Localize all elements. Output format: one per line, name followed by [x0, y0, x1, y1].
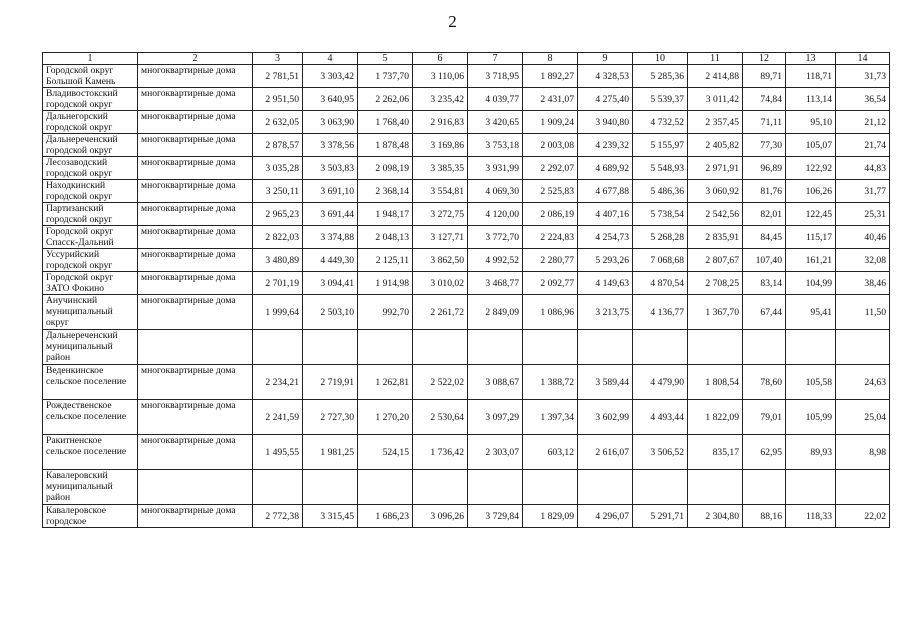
value-cell: 1 270,20	[358, 400, 413, 435]
value-cell: 524,15	[358, 435, 413, 470]
value-cell: 113,14	[786, 88, 836, 111]
value-cell: 2 092,77	[523, 272, 578, 295]
value-cell: 4 039,77	[468, 88, 523, 111]
value-cell: 4 992,52	[468, 249, 523, 272]
municipality-name: Анучинский муниципальный округ	[43, 295, 138, 330]
value-cell: 3 468,77	[468, 272, 523, 295]
value-cell: 24,63	[836, 365, 890, 400]
value-cell: 1 829,09	[523, 505, 578, 528]
value-cell: 118,71	[786, 65, 836, 88]
municipality-name: Уссурийский городской округ	[43, 249, 138, 272]
value-cell: 2 304,80	[688, 505, 743, 528]
value-cell: 84,45	[743, 226, 786, 249]
value-cell: 31,73	[836, 65, 890, 88]
value-cell: 88,16	[743, 505, 786, 528]
value-cell: 106,26	[786, 180, 836, 203]
value-cell: 122,92	[786, 157, 836, 180]
value-cell: 1 999,64	[253, 295, 303, 330]
value-cell: 4 732,52	[633, 111, 688, 134]
housing-type: многоквартирные дома	[138, 134, 253, 157]
value-cell: 2 086,19	[523, 203, 578, 226]
value-cell: 4 275,40	[578, 88, 633, 111]
value-cell: 603,12	[523, 435, 578, 470]
value-cell: 67,44	[743, 295, 786, 330]
value-cell: 2 431,07	[523, 88, 578, 111]
value-cell: 5 291,71	[633, 505, 688, 528]
value-cell	[743, 470, 786, 505]
table-row	[43, 180, 890, 203]
value-cell: 122,45	[786, 203, 836, 226]
housing-type: многоквартирные дома	[138, 65, 253, 88]
value-cell: 3 640,95	[303, 88, 358, 111]
value-cell	[836, 330, 890, 365]
value-cell: 3 010,02	[413, 272, 468, 295]
value-cell: 4 136,77	[633, 295, 688, 330]
value-cell: 81,76	[743, 180, 786, 203]
column-header: 13	[786, 53, 836, 65]
value-cell: 5 293,26	[578, 249, 633, 272]
value-cell	[786, 330, 836, 365]
value-cell: 2 224,83	[523, 226, 578, 249]
column-header: 10	[633, 53, 688, 65]
value-cell: 4 120,00	[468, 203, 523, 226]
value-cell: 107,40	[743, 249, 786, 272]
value-cell: 5 548,93	[633, 157, 688, 180]
value-cell: 1 367,70	[688, 295, 743, 330]
value-cell: 5 738,54	[633, 203, 688, 226]
value-cell: 118,33	[786, 505, 836, 528]
value-cell: 83,14	[743, 272, 786, 295]
value-cell: 1 086,96	[523, 295, 578, 330]
housing-type: многоквартирные дома	[138, 295, 253, 330]
value-cell	[688, 470, 743, 505]
value-cell	[786, 470, 836, 505]
value-cell: 2 303,07	[468, 435, 523, 470]
value-cell: 32,08	[836, 249, 890, 272]
municipality-name: Лесозаводский городской округ	[43, 157, 138, 180]
value-cell: 1 808,54	[688, 365, 743, 400]
housing-type: многоквартирные дома	[138, 88, 253, 111]
municipality-name: Ракитненское сельское поселение	[43, 435, 138, 470]
value-cell: 992,70	[358, 295, 413, 330]
value-cell: 2 965,23	[253, 203, 303, 226]
municipality-name: Находкинский городской округ	[43, 180, 138, 203]
value-cell: 3 602,99	[578, 400, 633, 435]
value-cell: 3 096,26	[413, 505, 468, 528]
housing-type: многоквартирные дома	[138, 272, 253, 295]
value-cell: 3 035,28	[253, 157, 303, 180]
value-cell: 3 213,75	[578, 295, 633, 330]
value-cell: 5 268,28	[633, 226, 688, 249]
value-cell: 1 909,24	[523, 111, 578, 134]
table-row	[43, 157, 890, 180]
column-header: 14	[836, 53, 890, 65]
value-cell: 2 280,77	[523, 249, 578, 272]
value-cell: 1 388,72	[523, 365, 578, 400]
column-header: 3	[253, 53, 303, 65]
value-cell: 1 981,25	[303, 435, 358, 470]
table-row	[43, 272, 890, 295]
housing-type: многоквартирные дома	[138, 157, 253, 180]
table-row	[43, 330, 890, 365]
value-cell: 104,99	[786, 272, 836, 295]
column-header: 8	[523, 53, 578, 65]
value-cell: 25,31	[836, 203, 890, 226]
value-cell: 74,84	[743, 88, 786, 111]
value-cell: 2 542,56	[688, 203, 743, 226]
value-cell: 2 048,13	[358, 226, 413, 249]
value-cell: 1 878,48	[358, 134, 413, 157]
value-cell	[468, 470, 523, 505]
value-cell	[688, 330, 743, 365]
table-header-row	[43, 53, 890, 65]
housing-type: многоквартирные дома	[138, 400, 253, 435]
municipality-name: Дальнегорский городской округ	[43, 111, 138, 134]
value-cell: 2 822,03	[253, 226, 303, 249]
value-cell: 1 737,70	[358, 65, 413, 88]
value-cell: 38,46	[836, 272, 890, 295]
value-cell	[303, 330, 358, 365]
housing-type: многоквартирные дома	[138, 365, 253, 400]
value-cell: 21,12	[836, 111, 890, 134]
value-cell: 2 701,19	[253, 272, 303, 295]
value-cell	[253, 470, 303, 505]
table-row	[43, 249, 890, 272]
value-cell	[303, 470, 358, 505]
value-cell: 2 261,72	[413, 295, 468, 330]
value-cell: 3 503,83	[303, 157, 358, 180]
housing-type	[138, 470, 253, 505]
tariff-table	[42, 52, 890, 528]
value-cell: 3 011,42	[688, 88, 743, 111]
housing-type: многоквартирные дома	[138, 180, 253, 203]
value-cell: 89,93	[786, 435, 836, 470]
value-cell: 1 736,42	[413, 435, 468, 470]
municipality-name: Городской округ Спасск-Дальний	[43, 226, 138, 249]
table-row	[43, 365, 890, 400]
value-cell: 2 357,45	[688, 111, 743, 134]
column-header: 4	[303, 53, 358, 65]
value-cell: 4 689,92	[578, 157, 633, 180]
value-cell: 3 169,86	[413, 134, 468, 157]
value-cell: 3 094,41	[303, 272, 358, 295]
value-cell: 2 708,25	[688, 272, 743, 295]
municipality-name: Дальнереченский городской округ	[43, 134, 138, 157]
value-cell: 2 849,09	[468, 295, 523, 330]
value-cell: 3 097,29	[468, 400, 523, 435]
value-cell: 31,77	[836, 180, 890, 203]
value-cell: 3 554,81	[413, 180, 468, 203]
value-cell: 3 691,10	[303, 180, 358, 203]
municipality-name: Дальнереченский муниципальный район	[43, 330, 138, 365]
housing-type: многоквартирные дома	[138, 505, 253, 528]
value-cell: 3 250,11	[253, 180, 303, 203]
housing-type: многоквартирные дома	[138, 249, 253, 272]
table-row	[43, 400, 890, 435]
value-cell: 3 235,42	[413, 88, 468, 111]
value-cell: 4 069,30	[468, 180, 523, 203]
value-cell: 4 479,90	[633, 365, 688, 400]
value-cell: 8,98	[836, 435, 890, 470]
housing-type: многоквартирные дома	[138, 435, 253, 470]
value-cell: 2 405,82	[688, 134, 743, 157]
value-cell	[523, 470, 578, 505]
value-cell: 3 374,88	[303, 226, 358, 249]
housing-type: многоквартирные дома	[138, 111, 253, 134]
value-cell: 3 589,44	[578, 365, 633, 400]
table-row	[43, 111, 890, 134]
table-row	[43, 65, 890, 88]
value-cell: 3 272,75	[413, 203, 468, 226]
value-cell: 2 781,51	[253, 65, 303, 88]
value-cell: 95,41	[786, 295, 836, 330]
value-cell: 79,01	[743, 400, 786, 435]
value-cell: 4 677,88	[578, 180, 633, 203]
value-cell: 2 727,30	[303, 400, 358, 435]
value-cell: 71,11	[743, 111, 786, 134]
housing-type	[138, 330, 253, 365]
value-cell: 2 522,02	[413, 365, 468, 400]
value-cell: 4 296,07	[578, 505, 633, 528]
value-cell	[358, 330, 413, 365]
value-cell	[468, 330, 523, 365]
table-row	[43, 226, 890, 249]
value-cell	[523, 330, 578, 365]
value-cell: 1 686,23	[358, 505, 413, 528]
value-cell: 4 254,73	[578, 226, 633, 249]
value-cell: 2 951,50	[253, 88, 303, 111]
value-cell: 2 772,38	[253, 505, 303, 528]
value-cell: 3 110,06	[413, 65, 468, 88]
value-cell: 5 486,36	[633, 180, 688, 203]
value-cell: 3 303,42	[303, 65, 358, 88]
value-cell: 2 525,83	[523, 180, 578, 203]
value-cell: 3 088,67	[468, 365, 523, 400]
column-header: 12	[743, 53, 786, 65]
value-cell	[413, 470, 468, 505]
municipality-name: Партизанский городской округ	[43, 203, 138, 226]
column-header: 7	[468, 53, 523, 65]
value-cell: 2 292,07	[523, 157, 578, 180]
value-cell: 7 068,68	[633, 249, 688, 272]
value-cell: 4 407,16	[578, 203, 633, 226]
value-cell: 1 914,98	[358, 272, 413, 295]
column-header: 11	[688, 53, 743, 65]
value-cell: 2 098,19	[358, 157, 413, 180]
housing-type: многоквартирные дома	[138, 226, 253, 249]
value-cell: 3 127,71	[413, 226, 468, 249]
value-cell: 3 718,95	[468, 65, 523, 88]
value-cell: 5 539,37	[633, 88, 688, 111]
municipality-name: Городской округ Большой Камень	[43, 65, 138, 88]
column-header: 2	[138, 53, 253, 65]
value-cell: 78,60	[743, 365, 786, 400]
value-cell: 2 262,06	[358, 88, 413, 111]
value-cell: 2 241,59	[253, 400, 303, 435]
value-cell: 82,01	[743, 203, 786, 226]
value-cell: 5 285,36	[633, 65, 688, 88]
value-cell: 3 862,50	[413, 249, 468, 272]
table-row	[43, 470, 890, 505]
value-cell: 3 931,99	[468, 157, 523, 180]
table-row	[43, 88, 890, 111]
value-cell: 3 378,56	[303, 134, 358, 157]
value-cell: 96,89	[743, 157, 786, 180]
value-cell: 4 870,54	[633, 272, 688, 295]
value-cell: 1 768,40	[358, 111, 413, 134]
value-cell: 3 063,90	[303, 111, 358, 134]
table-row	[43, 203, 890, 226]
value-cell: 1 397,34	[523, 400, 578, 435]
value-cell: 2 616,07	[578, 435, 633, 470]
column-header: 5	[358, 53, 413, 65]
value-cell: 3 060,92	[688, 180, 743, 203]
value-cell: 3 385,35	[413, 157, 468, 180]
value-cell	[743, 330, 786, 365]
value-cell: 4 328,53	[578, 65, 633, 88]
value-cell: 2 916,83	[413, 111, 468, 134]
value-cell	[633, 330, 688, 365]
value-cell: 3 772,70	[468, 226, 523, 249]
table-row	[43, 505, 890, 528]
value-cell: 77,30	[743, 134, 786, 157]
municipality-name: Кавалеровский муниципальный район	[43, 470, 138, 505]
value-cell: 105,07	[786, 134, 836, 157]
value-cell: 11,50	[836, 295, 890, 330]
value-cell	[358, 470, 413, 505]
value-cell: 2 503,10	[303, 295, 358, 330]
value-cell	[633, 470, 688, 505]
value-cell: 4 149,63	[578, 272, 633, 295]
municipality-name: Владивостокский городской округ	[43, 88, 138, 111]
value-cell: 40,46	[836, 226, 890, 249]
value-cell	[578, 470, 633, 505]
value-cell: 3 420,65	[468, 111, 523, 134]
value-cell: 1 892,27	[523, 65, 578, 88]
value-cell: 2 719,91	[303, 365, 358, 400]
value-cell: 62,95	[743, 435, 786, 470]
value-cell: 105,99	[786, 400, 836, 435]
value-cell: 2 530,64	[413, 400, 468, 435]
value-cell: 2 003,08	[523, 134, 578, 157]
value-cell: 2 835,91	[688, 226, 743, 249]
municipality-name: Кавалеровское городское	[43, 505, 138, 528]
value-cell: 21,74	[836, 134, 890, 157]
page-number: 2	[448, 12, 457, 31]
value-cell: 1 495,55	[253, 435, 303, 470]
value-cell: 2 971,91	[688, 157, 743, 180]
value-cell: 2 368,14	[358, 180, 413, 203]
value-cell: 3 315,45	[303, 505, 358, 528]
value-cell	[413, 330, 468, 365]
value-cell: 3 480,89	[253, 249, 303, 272]
table-row	[43, 295, 890, 330]
value-cell: 89,71	[743, 65, 786, 88]
value-cell: 5 155,97	[633, 134, 688, 157]
value-cell: 1 822,09	[688, 400, 743, 435]
value-cell: 44,83	[836, 157, 890, 180]
column-header: 9	[578, 53, 633, 65]
value-cell: 3 729,84	[468, 505, 523, 528]
value-cell: 2 632,05	[253, 111, 303, 134]
column-header: 6	[413, 53, 468, 65]
value-cell: 2 125,11	[358, 249, 413, 272]
value-cell: 3 691,44	[303, 203, 358, 226]
value-cell: 3 506,52	[633, 435, 688, 470]
municipality-name: Веденкинское сельское поселение	[43, 365, 138, 400]
housing-type: многоквартирные дома	[138, 203, 253, 226]
value-cell	[578, 330, 633, 365]
value-cell: 2 414,88	[688, 65, 743, 88]
value-cell: 161,21	[786, 249, 836, 272]
value-cell: 2 807,67	[688, 249, 743, 272]
table-row	[43, 134, 890, 157]
value-cell: 835,17	[688, 435, 743, 470]
value-cell: 25,04	[836, 400, 890, 435]
value-cell: 2 234,21	[253, 365, 303, 400]
table-row	[43, 435, 890, 470]
value-cell: 95,10	[786, 111, 836, 134]
municipality-name: Городской округ ЗАТО Фокино	[43, 272, 138, 295]
value-cell: 4 239,32	[578, 134, 633, 157]
value-cell	[836, 470, 890, 505]
value-cell: 105,58	[786, 365, 836, 400]
value-cell: 1 262,81	[358, 365, 413, 400]
value-cell: 4 449,30	[303, 249, 358, 272]
value-cell: 22,02	[836, 505, 890, 528]
value-cell: 3 940,80	[578, 111, 633, 134]
value-cell: 3 753,18	[468, 134, 523, 157]
value-cell	[253, 330, 303, 365]
value-cell: 1 948,17	[358, 203, 413, 226]
column-header: 1	[43, 53, 138, 65]
value-cell: 4 493,44	[633, 400, 688, 435]
value-cell: 115,17	[786, 226, 836, 249]
municipality-name: Рождественское сельское поселение	[43, 400, 138, 435]
value-cell: 2 878,57	[253, 134, 303, 157]
value-cell: 36,54	[836, 88, 890, 111]
